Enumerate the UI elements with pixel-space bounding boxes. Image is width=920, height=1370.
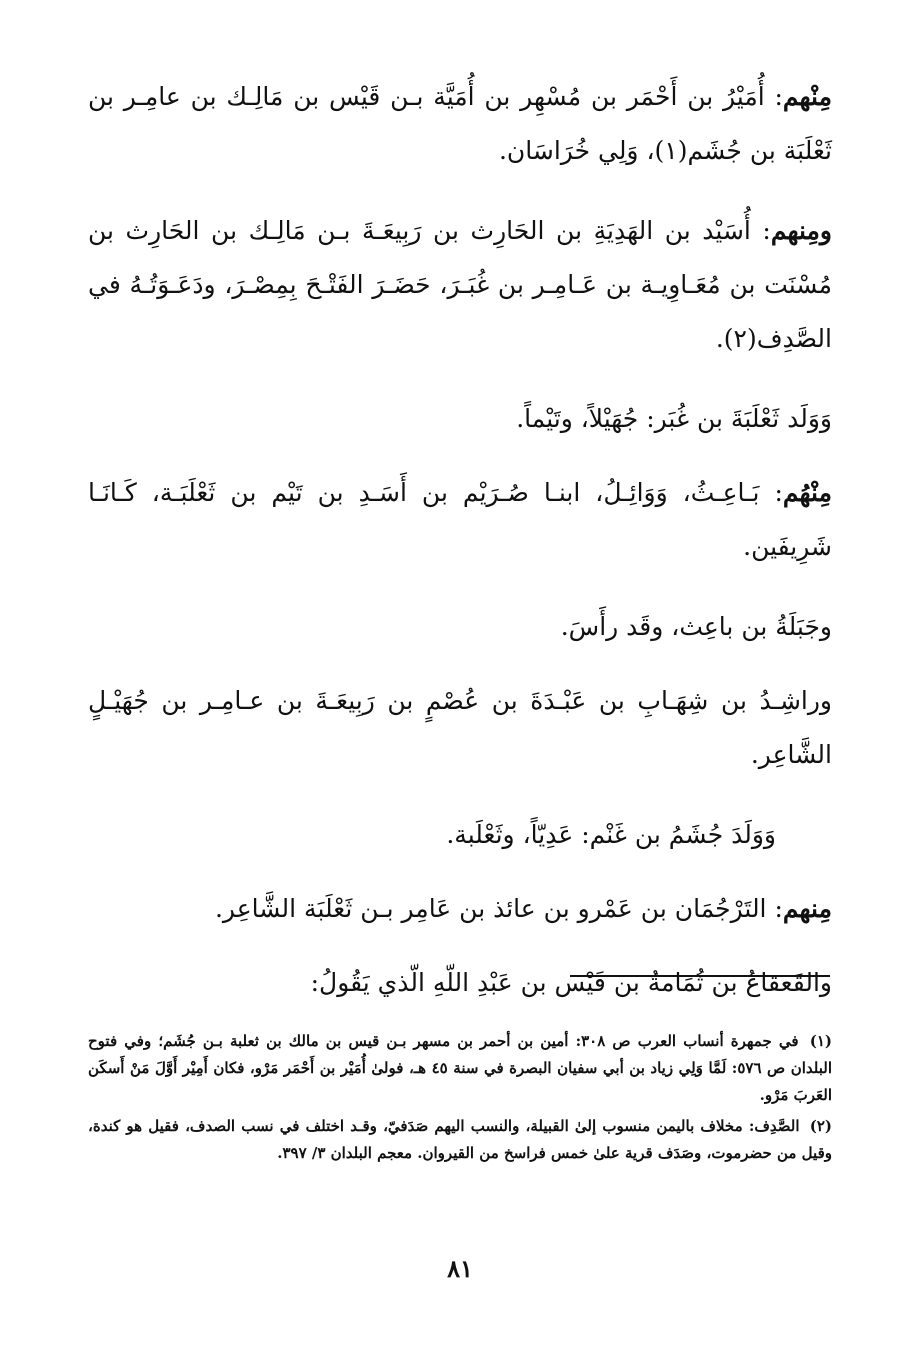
paragraph-text: وجَبَلَةُ بن باعِث، وقَد رأَسَ. xyxy=(560,612,832,641)
paragraph-text: وَوَلَد ثَعْلَبَةَ بن غُبَر: جُهَيْلاً، وتَيْماً. xyxy=(516,404,832,433)
paragraph-text: وراشِـدُ بن شِهَـابِ بن عَبْـدَةَ بن عُصْمٍ بن رَبِيعَـةَ بن عـامِـر بن جُهَيْـلٍ الشَّاعِر. xyxy=(88,686,832,769)
paragraph-6 xyxy=(88,674,832,782)
footnote-text: في جمهرة أنساب العرب ص ٣٠٨: أمين بن أحمر بن مسهر بـن قيس بن مالك بن ثعلبة بـن جُشَم؛ وفي فتوح البلدان ص ٥٧٦: لَمَّا وَلِي زياد بن أبي سفيان البصرة في سنة ٤٥ هـ، فولىٰ أُمَيْر بن أَحْمَر مَرْو، فكان أَمِيْر أَوَّلَ مَنْ أَسكَن العَربَ مَرْو. xyxy=(88,1032,832,1104)
page-number: ٨١ xyxy=(447,1254,473,1283)
paragraph-lead: مِنْهُم xyxy=(782,478,832,507)
paragraph-text: : أُسَيْد بن الهَدِيَةِ بن الحَارِث بن رَبِيعَـةَ بـن مَالِـك بن الحَارِث بن مُسْنَت بن مُعَـاوِيـة بن عَـامِـر بن غُبَـرَ، حَضَـرَ الفَتْـحَ بِمِصْـرَ، ودَعَـوَتُـهُ في الصَّدِف(٢). xyxy=(88,216,832,353)
paragraph-text: وَوَلَدَ جُشَمُ بن غَنْم: عَدِيّاً، وثَعْلَبة. xyxy=(446,820,776,849)
paragraph-lead: ومِنهم xyxy=(770,216,832,245)
paragraph-lead: مِنْهم xyxy=(782,82,832,111)
footnote-2 xyxy=(88,1113,832,1167)
paragraph-8 xyxy=(88,882,832,936)
main-text xyxy=(88,70,832,1030)
footnote-number: (٢) xyxy=(809,1117,832,1135)
paragraph-lead: مِنهم xyxy=(782,894,832,923)
footnote-text: الصَّدِف: مخلاف باليمن منسوب إلىٰ القبيلة، والنسب اليهم صَدَفيّ، وقـد اختلف في نسب الصدف، فقيل هو كندة، وقيل من حضرموت، وصَدَف قرية علىٰ خمس فراسخ من القيروان. معجم البلدان ٣/ ٣٩٧. xyxy=(88,1117,832,1162)
paragraph-1 xyxy=(88,70,832,178)
paragraph-text: : بَـاعِـثُ، وَوَائِـلُ، ابنـا صُـرَيْم بن أَسَـدِ بن تَيْم بن ثَعْلَبَـة، كَـانَـا شَرِيفَين. xyxy=(88,478,832,561)
paragraph-text: : أُمَيْرُ بن أَحْمَر بن مُسْهِر بن أُمَيَّة بـن قَيْس بن مَالِـك بن عامِـر بن ثَعْلَبَة بن جُشَم(١)، وَلِي خُرَاسَان. xyxy=(88,82,832,165)
paragraph-7 xyxy=(88,808,832,862)
footnote-1 xyxy=(88,1028,832,1109)
footnote-divider xyxy=(570,975,830,977)
paragraph-text: والقَعقاعُ بن ثُمَامةُ بن قَيْس بن عَبْدِ اللّهِ الّذي يَقُولُ: xyxy=(310,968,832,997)
footnote-number: (١) xyxy=(809,1032,832,1050)
paragraph-text: : التَرْجُمَان بن عَمْرو بن عائذ بن عَامِر بـن ثَعْلَبَة الشَّاعِر. xyxy=(214,894,783,923)
paragraph-9 xyxy=(88,956,832,1010)
paragraph-3 xyxy=(88,392,832,446)
paragraph-2 xyxy=(88,204,832,366)
paragraph-5 xyxy=(88,600,832,654)
footnotes xyxy=(88,1028,832,1171)
paragraph-4 xyxy=(88,466,832,574)
